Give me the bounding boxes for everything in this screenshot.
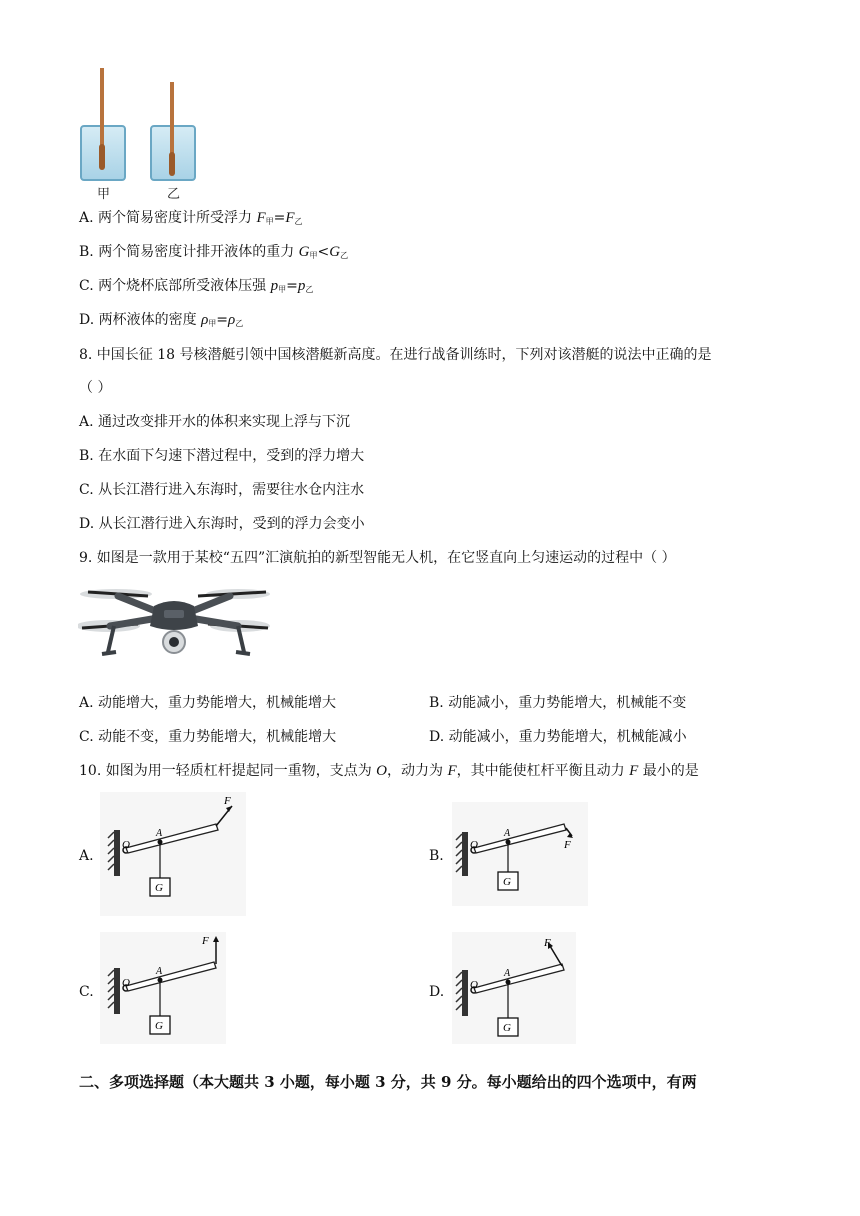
lever-b-a-label: A: [504, 828, 511, 839]
drone-image: [78, 582, 270, 672]
lever-diagram-d: [452, 932, 576, 1044]
lever-c-g-label: G: [155, 1020, 163, 1032]
q9-option-c: C. 动能不变，重力势能增大，机械能增大: [79, 729, 337, 745]
q10-option-c-label: C.: [79, 984, 94, 1000]
q10-stem: 10. 如图为用一轻质杠杆提起同一重物，支点为 O，动力为 F，其中能使杠杆平衡且动力 F 最小的是: [79, 763, 699, 779]
beaker-label-left: 甲: [97, 187, 111, 202]
q8-option-b: B. 在水面下匀速下潜过程中，受到的浮力增大: [79, 448, 365, 464]
q8-option-c: C. 从长江潜行进入东海时，需要往水仓内注水: [79, 482, 365, 498]
q10-option-d-label: D.: [429, 984, 445, 1000]
beaker-figure: [74, 64, 204, 204]
lever-c-f-label: F: [202, 935, 209, 947]
q7-option-a: A. 两个简易密度计所受浮力 $F_甲=F_乙$: [79, 210, 303, 226]
lever-b-g-label: G: [503, 876, 511, 888]
lever-c-a-label: A: [156, 966, 163, 977]
q8-option-d: D. 从长江潜行进入东海时，受到的浮力会变小: [79, 516, 365, 532]
lever-a-a-label: A: [156, 828, 163, 839]
q7-option-d: D. 两杯液体的密度 $\rho_甲=\rho_乙$: [79, 312, 244, 328]
q7-option-b: B. 两个简易密度计排开液体的重力 $G_甲<G_乙$: [79, 244, 349, 260]
lever-d-g-label: G: [503, 1022, 511, 1034]
lever-a-f-label: F: [224, 795, 231, 807]
lever-b-f-label: F: [564, 839, 571, 851]
lever-c-o-label: O: [122, 977, 130, 989]
q8-stem: 8. 中国长征 18 号核潜艇引领中国核潜艇新高度。在进行战备训练时，下列对该潜艇的说法中正确的是: [79, 347, 712, 363]
lever-diagram-a: [100, 792, 246, 916]
lever-a-o-label: O: [122, 839, 130, 851]
q9-option-d: D. 动能减小，重力势能增大，机械能减小: [429, 729, 687, 745]
q10-option-a-label: A.: [79, 848, 94, 864]
beaker-right: [151, 82, 195, 180]
q8-answer-bracket: （ ）: [79, 380, 112, 396]
beaker-label-right: 乙: [167, 187, 181, 202]
lever-d-f-label: F: [544, 937, 551, 949]
beaker-left: [81, 68, 125, 180]
lever-d-o-label: O: [470, 979, 478, 991]
q9-option-a: A. 动能增大，重力势能增大，机械能增大: [79, 695, 337, 711]
q10-option-b-label: B.: [429, 848, 444, 864]
section-2-heading: 二、多项选择题（本大题共 3 小题，每小题 3 分，共 9 分。每小题给出的四个选项中，有两: [79, 1073, 697, 1091]
q9-option-b: B. 动能减小，重力势能增大，机械能不变: [429, 695, 687, 711]
lever-b-o-label: O: [470, 839, 478, 851]
lever-a-g-label: G: [155, 882, 163, 894]
q8-option-a: A. 通过改变排开水的体积来实现上浮与下沉: [79, 414, 351, 430]
q9-stem: 9. 如图是一款用于某校“五四”汇演航拍的新型智能无人机，在它竖直向上匀速运动的过程中（ ）: [79, 550, 676, 566]
lever-diagram-b: [452, 802, 588, 906]
lever-diagram-c: [100, 932, 226, 1044]
lever-d-a-label: A: [504, 968, 511, 979]
q7-option-c: C. 两个烧杯底部所受液体压强 $p_甲=p_乙$: [79, 278, 314, 294]
